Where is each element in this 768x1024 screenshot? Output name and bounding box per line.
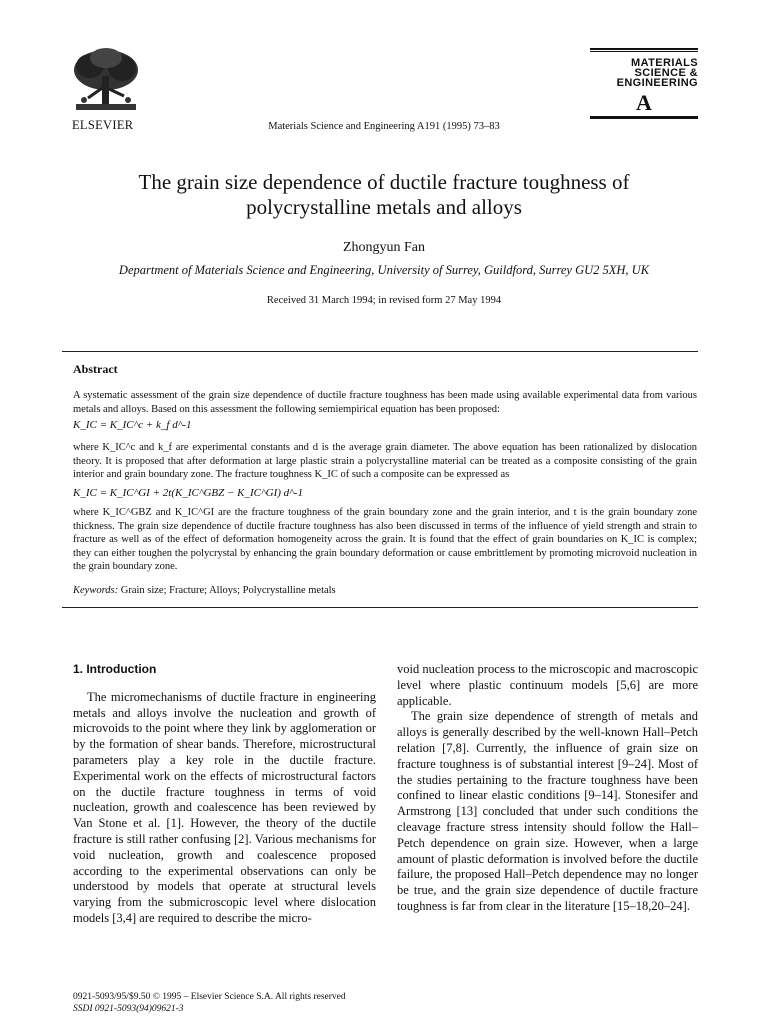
- right-column: [397, 662, 698, 915]
- footer: [73, 992, 346, 1015]
- body-paragraph: The grain size dependence of strength of metals and alloys is generally described by the well-known Hall–Petch relation [7,8]. Currently, the influence of grain size on fracture toughness is of substantial interest [9–24]. Most of the studies pertaining to the fracture toughness have been confined to linear elastic conditions [9–14]. Stonesifer and Armstrong [13] concluded that under such conditions the cleavage fracture stress intensity should follow the Hall–Petch dependence on grain size. However, when a large amount of plastic deformation is involved before the ductile failure, the proposed Hall–Petch dependence may no longer be true, and the grain size dependence of ductile fracture toughness is far from clear in the literature [15–18,20–24].: [397, 709, 698, 913]
- title-line: polycrystalline metals and alloys: [246, 195, 522, 219]
- left-column: [73, 662, 376, 927]
- title-line: The grain size dependence of ductile fracture toughness of: [138, 170, 630, 194]
- journal-logo-rule: [590, 48, 698, 50]
- article-title: [0, 170, 768, 220]
- copyright-line: 0921-5093/95/$9.50 © 1995 – Elsevier Science S.A. All rights reserved: [73, 992, 346, 1002]
- divider: [62, 351, 698, 352]
- section-heading: 1. Introduction: [73, 662, 157, 676]
- keywords: [73, 585, 336, 596]
- journal-citation: Materials Science and Engineering A191 (1995) 73–83: [268, 121, 500, 132]
- body-paragraph: The micromechanisms of ductile fracture in engineering metals and alloys involve the nucleation and growth of microvoids to the point where they link by agglomeration or by the formation of shear bands. Therefore, microstructural parameters play a key role in the ductile fracture. Experimental work on the effects of microstructural factors on the ductile fracture toughness in terms of void nucleation, growth and coalescence has been reviewed by Van Stone et al. [1]. However, the theory of the ductile fracture is still rather confusing [2]. Various mechanisms for void nucleation, growth and coalescence proposed according to the experimental observations can only be understood by models that operate at structural levels varying from the submicroscopic level where dislocation models [3,4] are required to describe the micro-: [73, 689, 376, 925]
- author-affiliation: Department of Materials Science and Engineering, University of Surrey, Guildford, Surrey GU2 5XH, UK: [118, 263, 650, 277]
- journal-logo: [590, 48, 698, 119]
- keywords-label: Keywords:: [73, 585, 119, 596]
- abstract-paragraph: A systematic assessment of the grain size dependence of ductile fracture toughness has been made using available experimental data from various metals and alloys. Based on this assessment the following semiempirical equation has been proposed:: [73, 390, 697, 415]
- abstract-paragraph: where K_IC^GBZ and K_IC^GI are the fracture toughness of the grain boundary zone and the grain interior, and t is the grain boundary zone thickness. The grain size dependence of ductile fracture toughness has also been discussed in terms of the influence of yield strength and strain to fracture as well as of the effect of deformation homogeneity across the grain. It is found that the effect of grain boundaries on K_IC is complex; they can either toughen the polycrystal by enhancing the grain boundary deformation or cause embrittlement by promoting microvoid nucleation in the grain boundary zone.: [73, 507, 697, 572]
- divider: [62, 607, 698, 608]
- abstract-heading: Abstract: [73, 362, 118, 376]
- body-paragraph: void nucleation process to the microscopic and macroscopic level where plastic continuum models [5,6] are more applicable.: [397, 662, 698, 708]
- equation: K_IC = K_IC^GI + 2t(K_IC^GBZ − K_IC^GI) d^-1: [73, 487, 303, 499]
- journal-logo-rule: [590, 51, 698, 52]
- journal-logo-rule: [590, 117, 698, 119]
- journal-logo-word: SCIENCE &: [634, 67, 698, 79]
- keywords-text: Grain size; Fracture; Alloys; Polycrystalline metals: [120, 585, 336, 596]
- elsevier-tree-logo-icon: [68, 46, 144, 116]
- received-dates: Received 31 March 1994; in revised form 27 May 1994: [266, 295, 502, 306]
- journal-logo-word: ENGINEERING: [616, 77, 698, 89]
- publisher-name: ELSEVIER: [72, 118, 134, 132]
- abstract-paragraph: where K_IC^c and k_f are experimental constants and d is the average grain diameter. The above equation has been rationalized by dislocation theory. It is proposed that after deformation at large plastic strain a polycrystalline material can be treated as a composite consisting of the grain interior and grain boundary zone. The fracture toughness K_IC of such a composite can be expressed as: [73, 442, 697, 480]
- ssdi-line: SSDI 0921-5093(94)09621-3: [73, 1003, 184, 1014]
- equation: K_IC = K_IC^c + k_f d^-1: [73, 419, 192, 431]
- journal-logo-word: MATERIALS: [631, 57, 698, 69]
- author-name: Zhongyun Fan: [342, 240, 426, 255]
- journal-section-letter: A: [636, 90, 652, 115]
